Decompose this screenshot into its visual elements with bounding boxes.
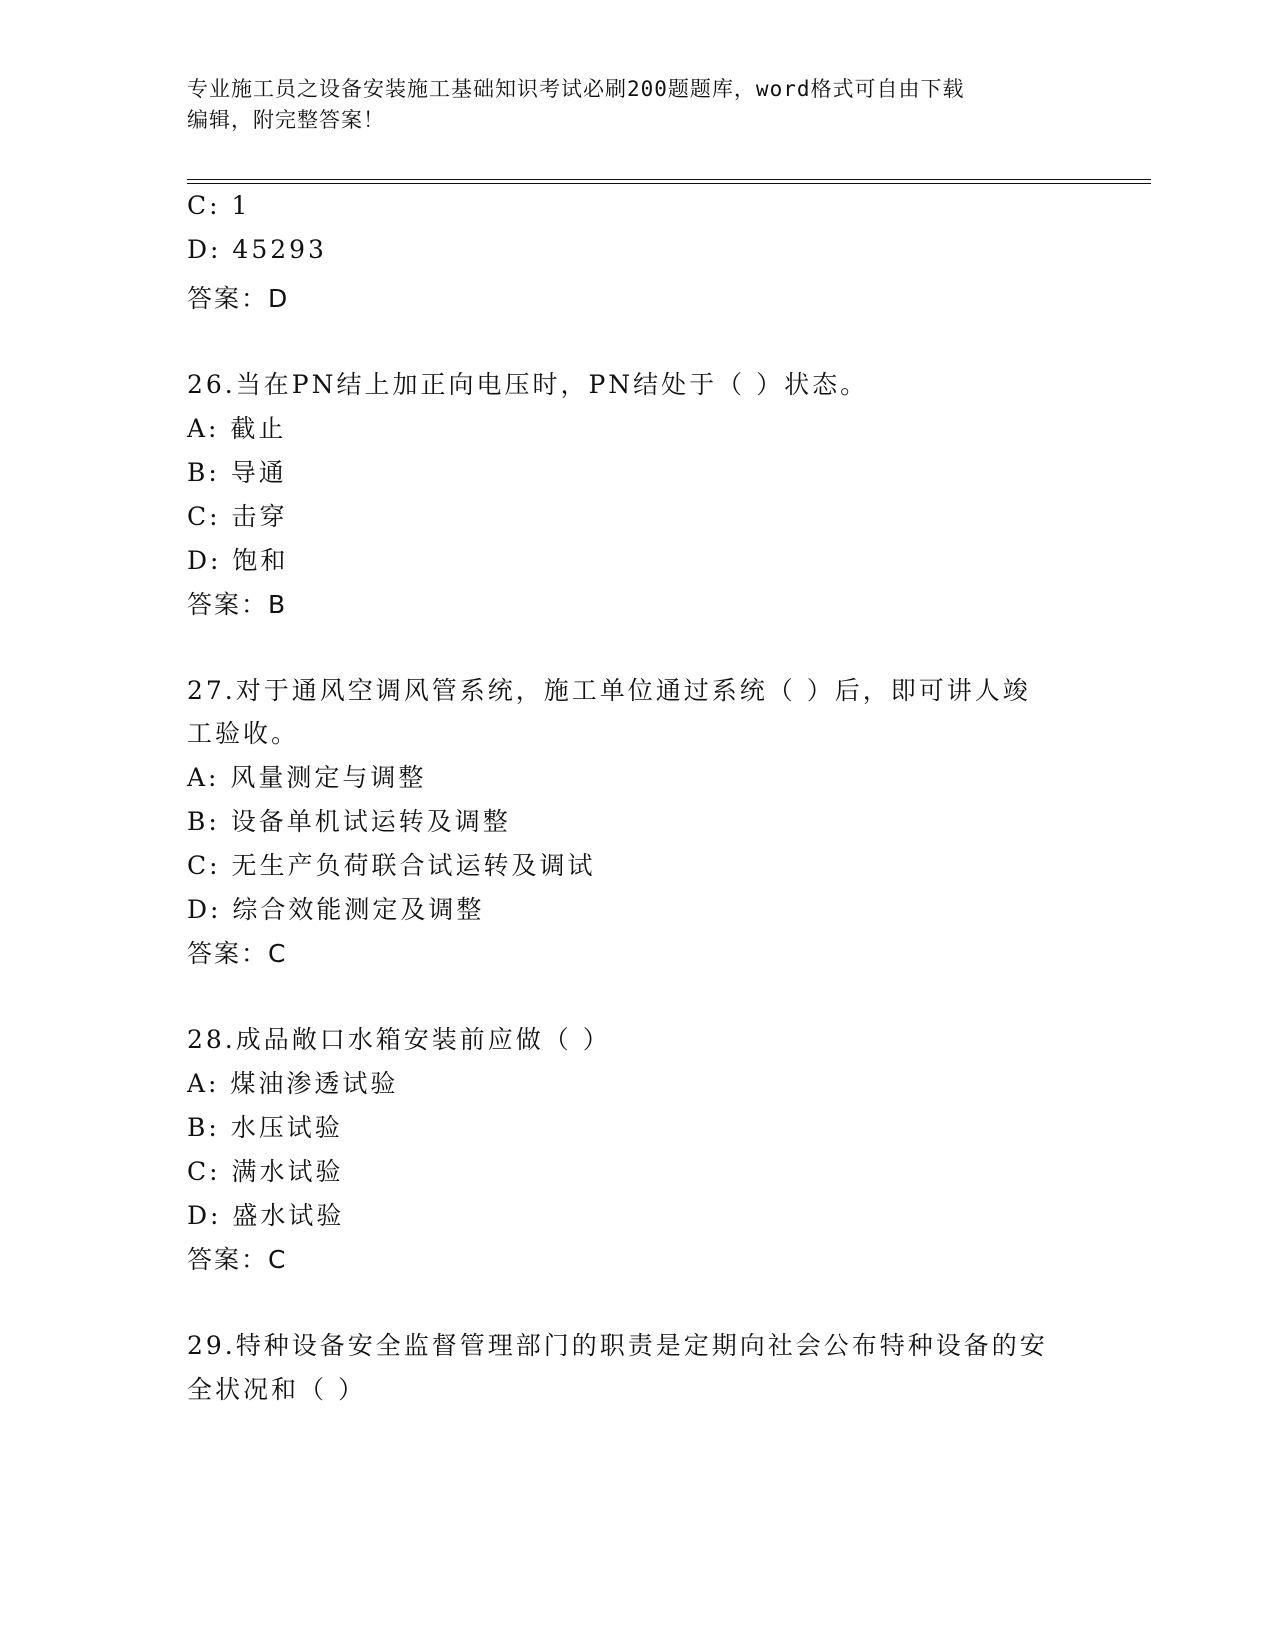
q25-option-d: D: 45293 [187,235,327,264]
q27-question-line-1: 27.对于通风空调风管系统，施工单位通过系统（ ）后，即可讲人竣 [187,676,1031,705]
q28-option-c: C: 满水试验 [187,1157,344,1186]
q27-option-a: A: 风量测定与调整 [187,763,427,792]
q28-question: 28.成品敞口水箱安装前应做（ ） [187,1025,611,1054]
q28-answer: 答案：C [187,1245,288,1274]
q27-question-line-2: 工验收。 [187,719,300,748]
q28-option-d: D: 盛水试验 [187,1201,345,1230]
q26-answer: 答案：B [187,590,288,619]
q27-option-c: C: 无生产负荷联合试运转及调试 [187,851,596,880]
q26-option-d: D: 饱和 [187,546,289,575]
q28-option-a: A: 煤油渗透试验 [187,1069,399,1098]
header-rule-top [187,179,1151,180]
q26-question: 26.当在PN结上加正向电压时，PN结处于（ ）状态。 [187,370,869,399]
header-title-line-2: 编辑，附完整答案！ [187,108,385,132]
q25-option-c: C: 1 [187,191,251,220]
q26-option-a: A: 截止 [187,414,287,443]
q25-answer: 答案：D [187,284,290,313]
q27-answer: 答案：C [187,939,288,968]
header-title-line-1: 专业施工员之设备安装施工基础知识考试必刷200题题库，word格式可自由下载 [187,77,965,101]
q26-option-c: C: 击穿 [187,502,288,531]
document-header [187,74,1087,136]
q29-question-line-1: 29.特种设备安全监督管理部门的职责是定期向社会公布特种设备的安 [187,1331,1048,1360]
header-rule-bottom [187,183,1151,184]
q28-option-b: B: 水压试验 [187,1113,343,1142]
q27-option-d: D: 综合效能测定及调整 [187,895,485,924]
q26-option-b: B: 导通 [187,458,287,487]
q29-question-line-2: 全状况和（ ） [187,1375,366,1404]
q27-option-b: B: 设备单机试运转及调整 [187,807,511,836]
